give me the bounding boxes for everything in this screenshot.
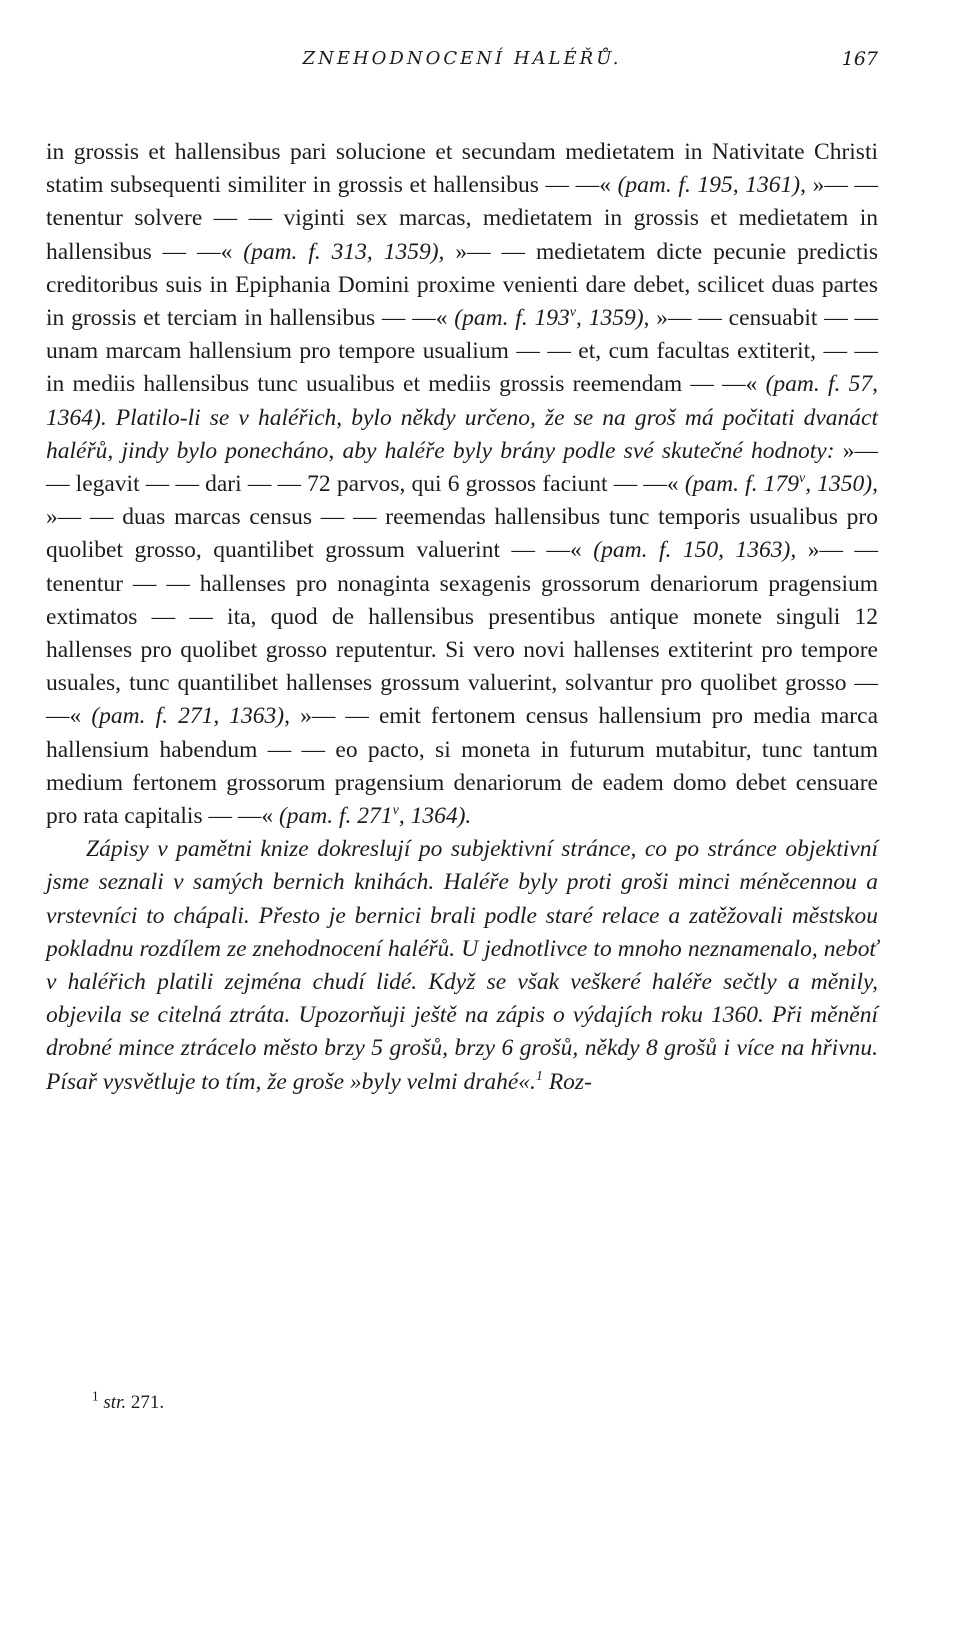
- footnote-label: str.: [103, 1392, 127, 1413]
- footnote-reference[interactable]: 1: [535, 1067, 543, 1084]
- italic-commentary: Platilo-li se v haléřich, bylo někdy určeno, že se na groš má počitati dvanáct haléřů, jindy bylo ponecháno, aby haléře byly brány podle své skutečné hodnoty:: [46, 404, 878, 464]
- text-segment: in grossis et hallensibus pari solucione et secundam medietatem in Nativitate Christi statim subsequenti similiter in grossis et hallensibus — —«: [46, 139, 878, 199]
- citation-verso-mark: v: [569, 304, 577, 321]
- text-segment: »— — tenentur — — hallenses pro nonaginta sexagenis grossorum denariorum pragensium extimatos — — ita, quod de hallensibus presentibus antique monete singuli 12 hallenses pro quolibet grosso reputentur. Si vero novi hallenses extiterint pro tempore usuales, tunc quantilibet hallenses grossum valuerint, solvantur pro quolibet grosso — —«: [46, 537, 879, 730]
- paragraph-2: [46, 833, 878, 1099]
- page-number: 167: [841, 48, 878, 70]
- running-title: ZNEHODNOCENÍ HALÉŘŮ.: [302, 48, 622, 69]
- citation: , 1359),: [576, 305, 650, 332]
- text-segment: »— — censuabit — — unam marcam hallensium pro tempore usualium — — et, cum facultas extiterit, — — in mediis hallensibus tunc usualibus et mediis grossis reemendam — —«: [46, 305, 879, 398]
- citation-verso-mark: v: [799, 470, 806, 487]
- citation: (pam. f. 57, 1364).: [46, 371, 879, 431]
- citation-verso-mark: v: [392, 802, 399, 819]
- text-segment: »— — duas marcas census — — reemendas hallensibus tunc temporis usualibus pro quolibet grosso, quantilibet grossum valuerint — —«: [46, 504, 878, 564]
- citation: (pam. f. 195, 1361),: [617, 172, 806, 199]
- text-segment: »— — emit fertonem census hallensium pro media marca hallensium habendum — — eo pacto, si moneta in futurum mutabitur, tunc tantum medium fertonem grossorum pragensium denariorum de eadem domo debet censuare pro rata capitalis — —«: [46, 703, 878, 830]
- footnote-mark: 1: [92, 1388, 99, 1404]
- citation: (pam. f. 313, 1359),: [243, 238, 445, 265]
- italic-text: Zápisy v pamětni knize dokreslují po subjektivní stránce, co po stránce objektivní jsme seznali v samých bernich knihách. Haléře byly proti groši minci méněcennou a vrstevníci to chápali. Přesto je bernici brali podle staré relace a zatěžovali městskou pokladnu rozdílem ze znehodnocení haléřů. U jednotlivce to mnoho neznamenalo, neboť v haléřich platili zejména chudí lidé. Když se však veškeré haléře sečtly a měnily, objevila se citelná ztráta. Upozorňuji ještě na zápis o výdajích roku 1360. Při měnění drobné mince ztrácelo město brzy 5 grošů, brzy 6 grošů, někdy 8 grošů i více na hřivnu. Písař vysvětluje to tím, že groše »byly velmi drahé«.: [46, 836, 878, 1095]
- main-text: [46, 136, 878, 1099]
- footnote: [92, 1388, 165, 1414]
- running-header: [46, 48, 878, 80]
- citation: (pam. f. 271, 1363),: [91, 703, 290, 730]
- text-segment: »— — tenentur solvere — — viginti sex marcas, medietatem in grossis et medietatem in hallensibus — —«: [46, 172, 879, 265]
- footnote-page: 271.: [126, 1392, 165, 1413]
- citation: (pam. f. 150, 1363),: [593, 537, 797, 564]
- paragraph-1: [46, 136, 878, 833]
- text-segment: »— — legavit — — dari — — 72 parvos, qui 6 grossos faciunt — —«: [46, 437, 879, 498]
- citation: (pam. f. 271: [278, 803, 393, 830]
- citation: , 1364).: [398, 803, 472, 830]
- citation: (pam. f. 193: [454, 305, 570, 332]
- italic-text: Roz-: [542, 1068, 592, 1095]
- citation: , 1350),: [805, 471, 879, 498]
- citation: (pam. f. 179: [684, 471, 799, 498]
- text-segment: »— — medietatem dicte pecunie predictis creditoribus suis in Epiphania Domini proxime venienti dare debet, scilicet duas partes in grossis et terciam in hallensibus — —«: [46, 238, 878, 332]
